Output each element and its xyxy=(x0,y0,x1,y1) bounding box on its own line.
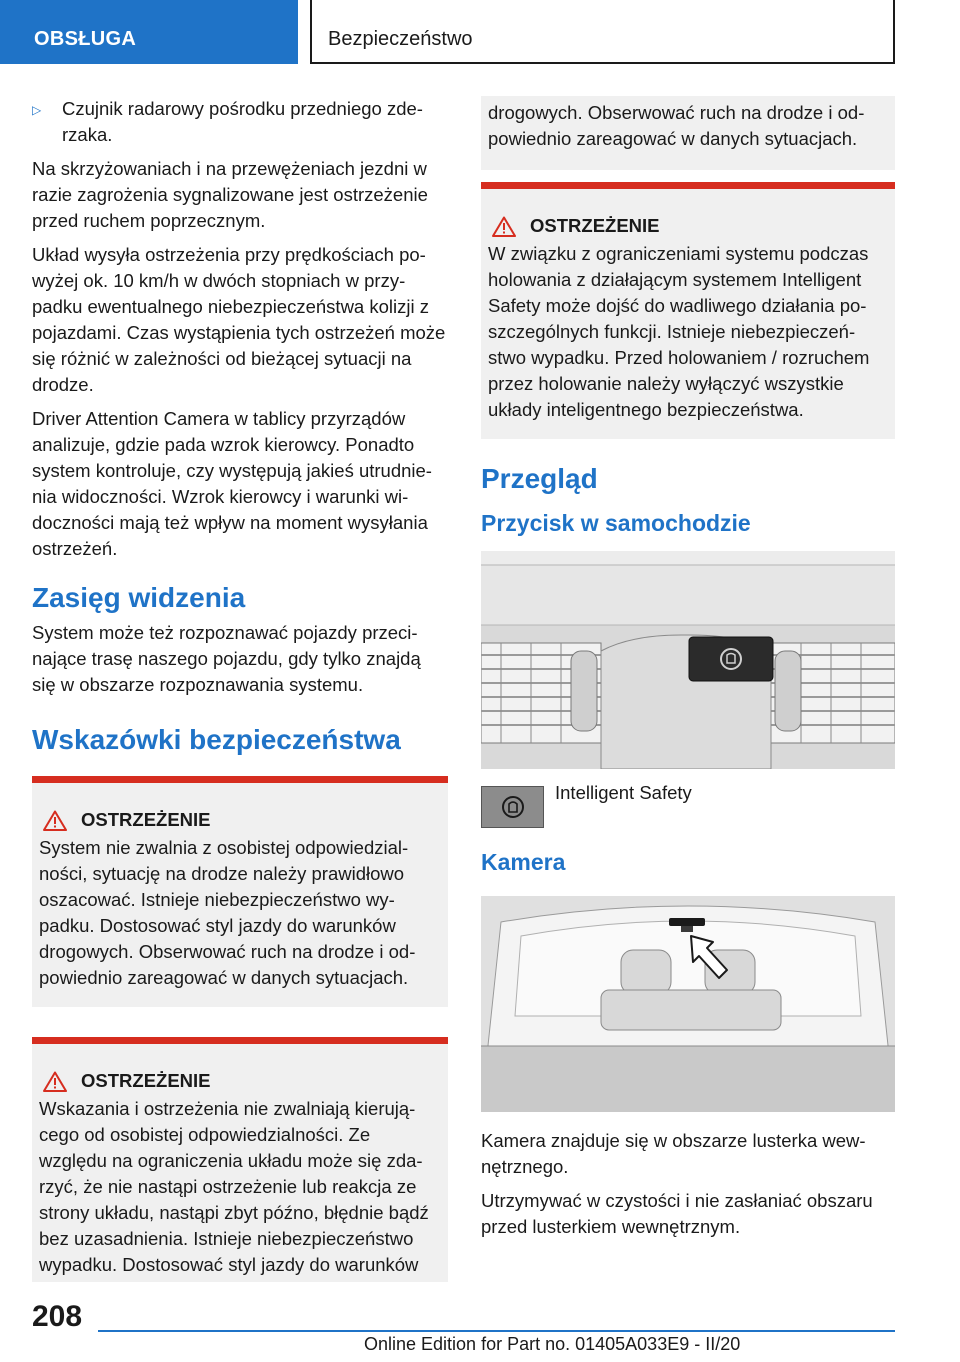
warning-box-continued xyxy=(481,96,895,170)
bullet-text: Czujnik radarowy pośrodku przedniego zde- rzaka. xyxy=(62,98,423,145)
button-legend xyxy=(481,782,895,828)
warning-header xyxy=(488,215,887,237)
page-number: 208 xyxy=(32,1300,83,1333)
warning-box xyxy=(32,1037,448,1282)
warning-box xyxy=(481,182,895,439)
paragraph: Układ wysyła ostrzeżenia przy prędkościach po-wyżej ok. 10 km/h w dwóch stopniach w przy-padku ewentualnego niebezpieczeństwa kolizji z pojazdami. Czas wystąpienia tych ostrzeżeń może się różnić w zależności od bieżącej sytuacji na drodze. xyxy=(32,244,446,395)
warning-triangle-icon xyxy=(492,216,516,237)
paragraph: System może też rozpoznawać pojazdy przeci-nające trasę naszego pojazdu, gdy tylko znajdą się w obszarze rozpoznawania systemu. xyxy=(32,622,421,695)
warning-box xyxy=(32,776,448,1007)
heading-range: Zasięg widzenia xyxy=(32,582,246,613)
warning-title: OSTRZEŻENIE xyxy=(81,1070,211,1091)
heading-camera: Kamera xyxy=(481,849,566,875)
paragraph: Kamera znajduje się w obszarze lusterka wew-nętrznego. xyxy=(481,1130,866,1177)
paragraph: Driver Attention Camera w tablicy przyrządów analizuje, gdzie pada wzrok kierowcy. Ponadto system kontroluje, czy występują jakieś utrudnie-nia widoczności. Wzrok kierowcy i warunki wi-doczności mają też wpływ na moment wysyłania ostrzeżeń. xyxy=(32,408,432,559)
warning-title: OSTRZEŻENIE xyxy=(81,809,211,830)
warning-title: OSTRZEŻENIE xyxy=(530,215,660,236)
warning-triangle-icon xyxy=(43,810,67,831)
warning-header xyxy=(39,809,440,831)
list-item xyxy=(32,96,448,148)
windshield-illustration xyxy=(481,896,895,1112)
paragraph: Utrzymywać w czystości i nie zasłaniać obszaru przed lusterkiem wewnętrznym. xyxy=(481,1190,873,1237)
intelligent-safety-button-icon xyxy=(481,786,544,828)
heading-safety: Wskazówki bezpieczeństwa xyxy=(32,724,401,755)
dashboard-illustration xyxy=(481,551,895,769)
left-column xyxy=(32,96,448,1282)
footer-divider xyxy=(98,1330,895,1332)
chapter-tab: OBSŁUGA xyxy=(0,0,298,64)
warning-text: System nie zwalnia z osobistej odpowiedzial-ności, sytuację na drodze należy prawidłowo oszacować. Istnieje niebezpieczeństwo wy-padku. Dostosować styl jazdy do warunków drogowych. Obserwować ruch na drodze i od-powiednio zareagować w danych sytuacjach. xyxy=(39,837,416,988)
paragraph: Na skrzyżowaniach i na przewężeniach jezdni w razie zagrożenia sygnalizowane jest ostrzeżenie przed ruchem poprzecznym. xyxy=(32,158,428,231)
bullet-marker-icon: ▷ xyxy=(32,103,42,117)
warning-text: Wskazania i ostrzeżenia nie zwalniają kierują-cego od osobistej odpowiedzialności. Ze względu na ograniczenia układu może się zda-rzyć, że nie nastąpi ostrzeżenie lub reakcja ze strony układu, nastąpi zbyt późno, błędnie bądź bez uzasadnienia. Istnieje niebezpieczeństwo wypadku. Dostosować styl jazdy do warunków xyxy=(39,1098,429,1275)
warning-text: W związku z ograniczeniami systemu podczas holowania z działającym systemem Intelligent Safety może dojść do wadliwego działania po-szczególnych funkcji. Istnieje niebezpieczeń-stwo wypadku. Przed holowaniem / rozruchem przez holowanie należy wyłączyć wszystkie układy inteligentnego bezpieczeństwa. xyxy=(488,243,870,420)
heading-overview: Przegląd xyxy=(481,463,598,494)
warning-header xyxy=(39,1070,440,1092)
camera-photo xyxy=(481,896,895,1112)
heading-button: Przycisk w samochodzie xyxy=(481,510,751,536)
legend-label: Intelligent Safety xyxy=(555,782,692,803)
warning-text: drogowych. Obserwować ruch na drodze i od-powiednio zareagować w danych sytuacjach. xyxy=(488,102,865,149)
warning-triangle-icon xyxy=(43,1071,67,1092)
right-column xyxy=(481,98,895,1248)
footer-edition: Online Edition for Part no. 01405A033E9 - II/20 xyxy=(364,1334,741,1354)
dashboard-photo xyxy=(481,551,895,769)
section-title: Bezpieczeństwo xyxy=(310,0,895,64)
